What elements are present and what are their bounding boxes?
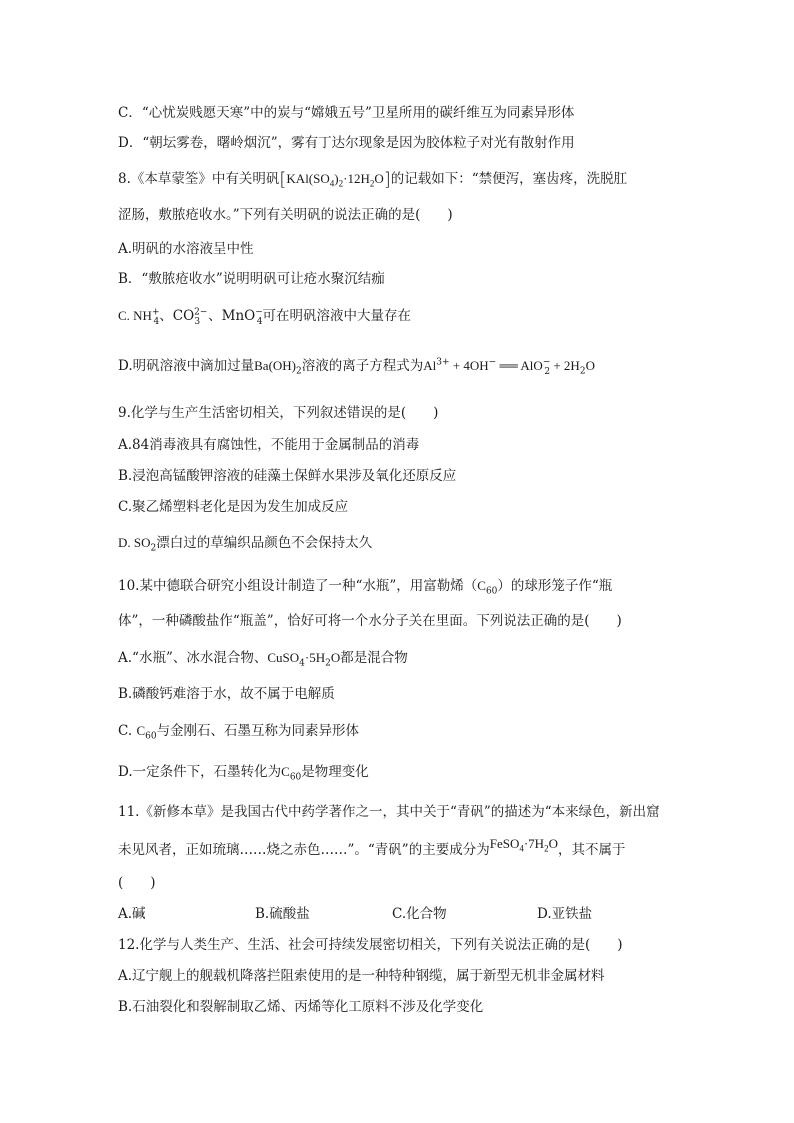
q10-option-d: D.一定条件下，石墨转化为$C_{60}$是物理变化 <box>118 764 369 783</box>
q7-option-d: D．“朝坛雾卷，曙岭烟沉”，雾有丁达尔现象是因为胶体粒子对光有散射作用 <box>118 135 575 151</box>
right-bracket: ] <box>383 169 391 190</box>
q8-option-b: B．“敷脓疮收水”说明明矾可让疮水聚沉结痂 <box>118 271 385 287</box>
q9-option-d: D. $SO_2$漂白过的草编织品颜色不会保持太久 <box>118 535 373 554</box>
q9-option-a: A.84消毒液具有腐蚀性，不能用于金属制品的消毒 <box>118 437 420 453</box>
q10-stem-line1: 10.某中德联合研究小组设计制造了一种“水瓶”，用富勒烯$(C_{60})$的球形笼子作“瓶 <box>118 578 613 597</box>
q8-stem-line2: 涩肠，敷脓疮收水。”下列有关明矾的说法正确的是( ) <box>118 207 453 223</box>
left-bracket: [ <box>279 169 287 190</box>
q8-option-a: A.明矾的水溶液呈中性 <box>118 241 254 257</box>
q8-option-d: D.明矾溶液中滴加过量$Ba(OH)_2$溶液的离子方程式为$Al^{3+} + 4OH^-$ ══ $AlO^-_2 + 2H_2O$ <box>118 357 595 377</box>
q11-formula: $FeSO_4\cdot 7H_2O$ <box>489 836 558 854</box>
q8-stem-a: 8.《本草蒙筌》中有关明矾 <box>118 171 280 187</box>
q8-stem-b: 的记载如下：“禁便泻，塞齿疼，洗脱肛 <box>390 171 628 187</box>
q11-option-a: A.碱 <box>118 906 146 922</box>
q7-option-c: C．“心忧炭贱愿天寒”中的炭与“嫦娥五号”卫星所用的碳纤维互为同素异形体 <box>118 105 575 121</box>
q11-stem-line2: 未见风者，正如琉璃……烧之赤色……”。“青矾”的主要成分为$FeSO_4\cdot 7H_2O$，其不属于 <box>118 836 626 858</box>
q11-stem-line3: ( ) <box>118 875 156 891</box>
q10-option-c: C. $C_{60}$与金刚石、石墨互称为同素异形体 <box>118 723 360 742</box>
q8-formula: $KAl(SO_4)_2\cdot 12H_2O$ <box>286 171 384 189</box>
q9-option-b: B.浸泡高锰酸钾溶液的硅藻土保鲜水果涉及氧化还原反应 <box>118 468 457 484</box>
q11-option-d: D.亚铁盐 <box>537 906 593 922</box>
q11-option-b: B.硫酸盐 <box>255 906 310 922</box>
q8-stem-line1 <box>118 170 678 189</box>
q12-option-b: B.石油裂化和裂解制取乙烯、丙烯等化工原料不涉及化学变化 <box>118 999 484 1015</box>
q10-option-b: B.磷酸钙难溶于水，故不属于电解质 <box>118 686 335 702</box>
q9-stem: 9.化学与生产生活密切相关，下列叙述错误的是( ) <box>118 405 439 421</box>
q9-option-c: C.聚乙烯塑料老化是因为发生加成反应 <box>118 499 349 515</box>
q12-stem: 12.化学与人类生产、生活、社会可持续发展密切相关，下列有关说法正确的是( ) <box>118 937 623 953</box>
q8-option-c: C. $NH^+_4$、$CO^{2-}_3$ 、MnO−$_4$可在明矾溶液中大量存在 <box>118 307 412 327</box>
q10-option-a: A.“水瓶”、冰水混合物、$CuSO_4\cdot 5H_2O$都是混合物 <box>118 650 408 669</box>
q11-stem-line1: 11.《新修本草》是我国古代中药学著作之一，其中关于“青矾”的描述为“本来绿色，新出窟 <box>118 804 660 820</box>
q12-option-a: A.辽宁舰上的舰载机降落拦阻索使用的是一种特种钢缆，属于新型无机非金属材料 <box>118 968 605 984</box>
q10-stem-line2: 体”，一种磷酸盐作“瓶盖”，恰好可将一个水分子关在里面。下列说法正确的是( ) <box>118 613 622 629</box>
q11-option-c: C.化合物 <box>392 906 447 922</box>
